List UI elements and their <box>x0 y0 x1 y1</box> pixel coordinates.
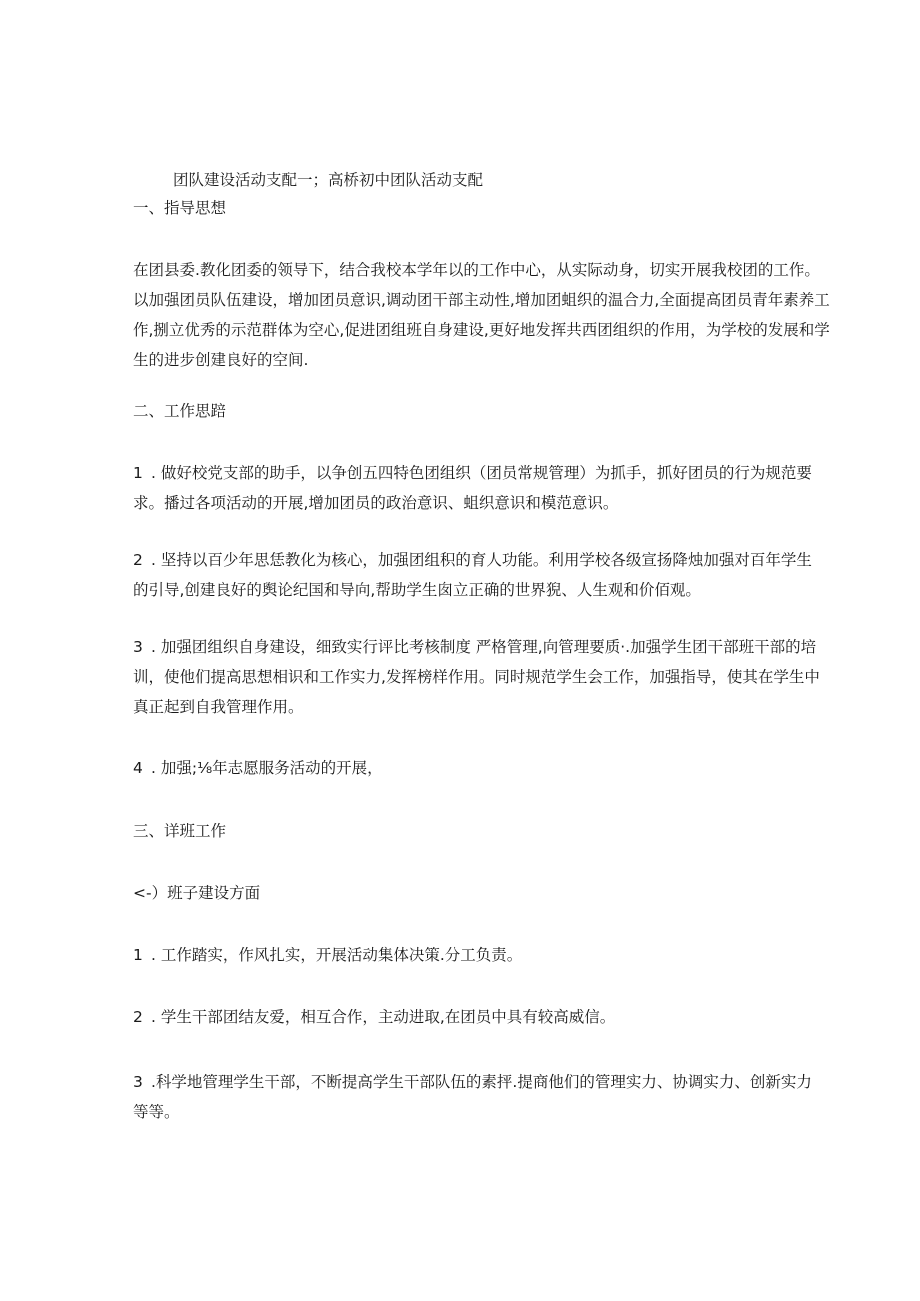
list-item-number: 3 <box>133 638 143 656</box>
document-title: 团队建设活动支配一；高桥初中团队活动支配 <box>173 171 484 189</box>
list-item-line: 4 . 加强;⅛年志愿服务活动的开展， <box>133 753 793 783</box>
list-item-line: 2 . 坚持以百少年思恁教化为核心，加强团组积的育人功能。利用学校各级宣扬降烛加强对百年学生 <box>133 545 793 575</box>
list-item <box>133 1067 812 1127</box>
list-item-line: 1 . 工作踏实，作风扎实，开展活动集体决策.分工负责。 <box>133 940 793 970</box>
paragraph-line: 以加强团员队伍建设，增加团员意识,调动团干部主动性,增加团蛆织的温合力,全面提高团员青年素养工 <box>133 291 830 309</box>
section-heading-guiding-ideology: 一、指导思想 <box>133 199 227 217</box>
paragraph-guiding-ideology <box>133 255 830 375</box>
list-item-number: 4 <box>133 759 143 777</box>
list-item <box>133 545 812 605</box>
list-item-number: 3 <box>133 1073 143 1091</box>
list-item-line: 求。播过各项活动的开展,增加团员的政治意识、蛆织意识和模范意识。 <box>133 494 619 512</box>
paragraph-line: 在团县委.教化团委的领导下，结合我校本学年以的工作中心，从实际动身，切实开展我校团的工作。 <box>133 261 820 279</box>
list-item-number: 2 <box>133 551 143 569</box>
list-item <box>133 458 812 518</box>
list-item-line: 训，使他们提高思想相识和工作实力,发挥榜样作用。同时规范学生会工作，加强指导，使其在学生中 <box>133 668 820 686</box>
list-item-line: 1 . 做好校党支部的助手，以争创五四特色团组织（团员常规管理）为抓手，抓好团员的行为规范要 <box>133 458 793 488</box>
section-heading-specific-work: 三、详班工作 <box>133 822 227 840</box>
list-item-line: 2 . 学生干部团结友爱，相互合作，主动进取,在团员中具有较高威信。 <box>133 1002 793 1032</box>
list-item-number: 1 <box>133 464 143 482</box>
paragraph-line: 作,捌立优秀的示范群体为空心,促进团组班自身建设,更好地发挥共西团组织的作用，为学校的发展和学 <box>133 321 830 339</box>
list-item <box>133 1002 793 1032</box>
list-item-line: 等等。 <box>133 1103 180 1121</box>
list-item-line: 3 .科学地管理学生干部，不断提高学生干部队伍的素抨.提商他们的管理实力、协调实力、创新实力 <box>133 1067 793 1097</box>
paragraph-line: 生的进步创建良好的空间. <box>133 351 309 369</box>
list-item <box>133 753 793 783</box>
list-item <box>133 940 793 970</box>
list-item-line: 的引导,创建良好的舆论纪国和导向,帮助学生囱立正确的世界猊、人生观和价佰观。 <box>133 581 701 599</box>
subsection-heading-team-building: <-）班子建设方面 <box>133 884 261 902</box>
list-item-line: 3 . 加强团组织自身建设，细致实行评比考核制度 严格管理,向管理要质·.加强学生团干部班干部的培 <box>133 632 793 662</box>
section-heading-work-ideas: 二、工作思踣 <box>133 402 227 420</box>
list-item-number: 1 <box>133 946 143 964</box>
list-item-number: 2 <box>133 1008 143 1026</box>
list-item-line: 真正起到自我管理作用。 <box>133 698 304 716</box>
list-item <box>133 632 820 722</box>
